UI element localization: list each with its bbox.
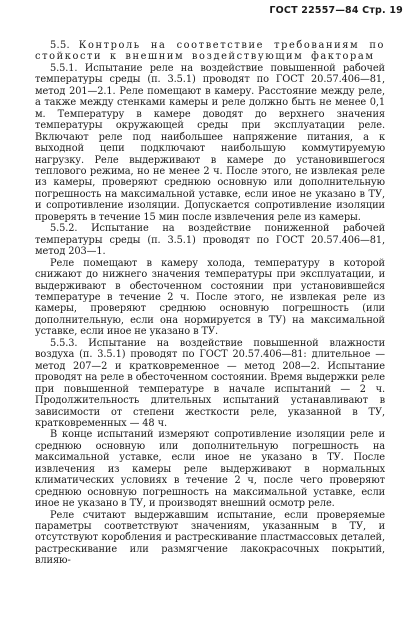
- page-body: [35, 40, 385, 567]
- paragraph-5-5-3: 5.5.3. Испытание на воздействие повышенной влажности воздуха (п. 3.5.1) проводят по ГОСТ 20.57.406—81: длительное — метод 207—2 и кратковременное — метод 208—2. Испытание проводят на реле в обесточенном состоянии. Время выдержки реле при повышенной температуре в начале испытаний — 2 ч. Продолжительность длительных испытаний устанавливают в зависимости от степени жесткости реле, указанной в ТУ, кратковременных — 48 ч.: [35, 337, 385, 429]
- paragraph-5-5-3-measurement: В конце испытаний измеряют сопротивление изоляции реле и среднюю основную или дополнительную погрешность на максимальной уставке, если иное не указано в ТУ. После извлечения из камеры реле выдерживают в нормальных климатических условиях в течение 2 ч, после чего проверяют среднюю основную погрешность на максимальной уставке, если иное не указано в ТУ, и производят внешний осмотр реле.: [35, 429, 385, 510]
- paragraph-5-5-2-procedure: Реле помещают в камеру холода, температуру в которой снижают до нижнего значения температуры при эксплуатации, и выдерживают в обесточенном состоянии при установившейся температуре в течение 2 ч. После этого, не извлекая реле из камеры, проверяют среднюю основную погрешность (или дополнительную, если она нормируется в ТУ) на максимальной уставке, если иное не указано в ТУ.: [35, 257, 385, 338]
- section-title: [35, 40, 385, 63]
- page-header: [269, 5, 403, 16]
- paragraph-5-5-3-criteria: Реле считают выдержавшим испытание, если проверяемые параметры соответствуют значениям, указанным в ТУ, и отсутствуют коробления и растрескивание пластмассовых деталей, растрескивание или размягчение лакокрасочных покрытий, влияю-: [35, 509, 385, 567]
- section-heading-text: Контроль на соответствие требованиям по стойкости к внешним воздействующим факторам: [35, 40, 386, 63]
- paragraph-5-5-1: 5.5.1. Испытание реле на воздействие повышенной рабочей температуры среды (п. 3.5.1) проводят по ГОСТ 20.57.406—81, метод 201—2.1. Реле помещают в камеру. Расстояние между реле, а также между стенками камеры и реле должно быть не менее 0,1 м. Температуру в камере доводят до верхнего значения температуры окружающей среды при эксплуатации реле. Включают реле под наибольшее напряжение питания, а к выходной цепи подключают наибольшую коммутируемую нагрузку. Реле выдерживают в камере до установившегося теплового режима, но не менее 2 ч. После этого, не извлекая реле из камеры, проверяют среднюю основную или дополнительную погрешность на максимальной уставке, если иное не указано в ТУ, и сопротивление изоляции. Допускается сопротивление изоляции проверять в течение 15 мин после извлечения реле из камеры.: [35, 62, 385, 223]
- standard-number: ГОСТ 22557—84: [269, 5, 359, 16]
- section-number: 5.5.: [50, 40, 70, 51]
- page-number: Стр. 19: [362, 5, 403, 16]
- paragraph-5-5-2: 5.5.2. Испытание на воздействие пониженной рабочей температуры среды (п. 3.5.1) проводят по ГОСТ 20.57.406—81, метод 203—1.: [35, 223, 385, 258]
